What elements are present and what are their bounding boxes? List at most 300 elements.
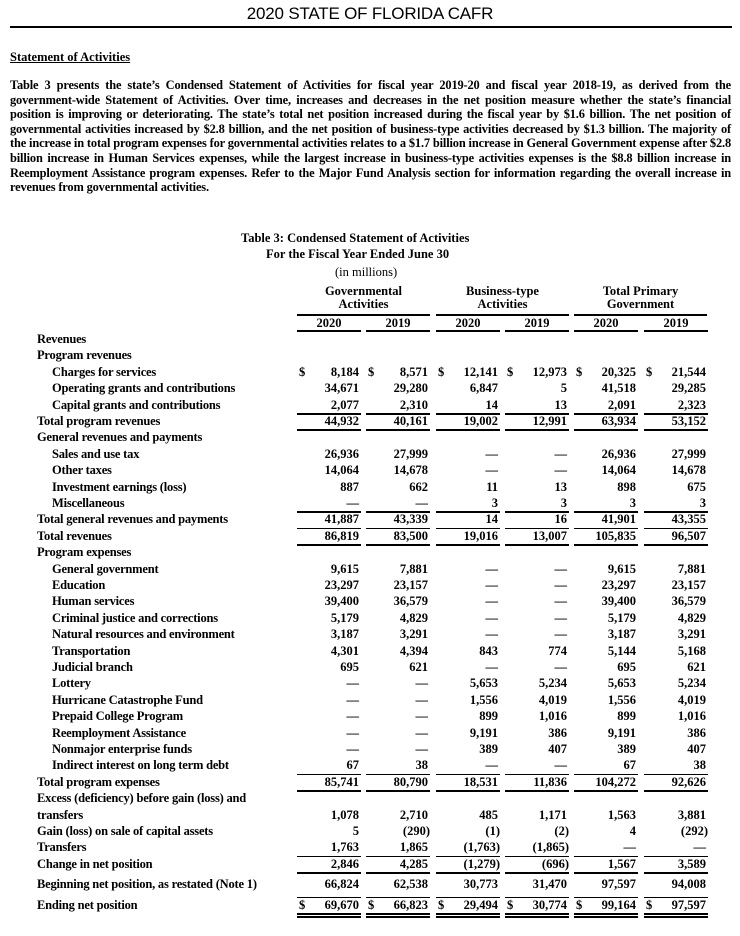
cell-number: 38	[693, 758, 706, 773]
cell-number: 26,936	[601, 446, 636, 461]
cell-value	[505, 414, 569, 429]
cell-number: 3,881	[677, 807, 706, 822]
cell-number: 9,615	[607, 561, 636, 576]
cell-value	[574, 611, 638, 626]
cell-value	[297, 644, 361, 659]
cell-value	[436, 758, 500, 773]
cell-value	[436, 898, 500, 913]
cell-value	[436, 594, 500, 609]
dollar-sign: $	[576, 364, 583, 379]
row-label: Prepaid College Program	[52, 709, 184, 724]
cell-value	[574, 627, 638, 642]
double-total-rule	[436, 916, 500, 918]
table-row	[0, 414, 740, 430]
cell-value	[505, 840, 569, 855]
cell-value	[574, 857, 638, 872]
column-group-header	[297, 285, 430, 311]
cell-value	[297, 463, 361, 478]
cell-value	[366, 840, 430, 855]
cell-value	[436, 644, 500, 659]
cell-number: 4,829	[399, 610, 428, 625]
cell-value	[644, 808, 708, 823]
cell-number: 1,556	[469, 692, 498, 707]
cell-number: —	[415, 725, 428, 740]
cell-number: 2,091	[607, 397, 636, 412]
cell-value	[644, 627, 708, 642]
cell-number: 2,710	[399, 807, 428, 822]
cell-number: 63,934	[601, 414, 636, 428]
row-label: transfers	[37, 807, 84, 822]
header-rule	[10, 26, 732, 28]
cell-number: 18,531	[463, 774, 498, 789]
cell-number: 695	[617, 660, 636, 674]
cell-value	[436, 857, 500, 872]
cell-value	[297, 512, 361, 527]
cell-number: —	[554, 463, 567, 478]
cell-value	[297, 857, 361, 872]
cell-value	[505, 447, 569, 462]
double-total-rule	[505, 916, 569, 918]
cell-number: 34,671	[324, 381, 359, 396]
row-label: Transfers	[37, 840, 87, 855]
cell-value	[644, 824, 708, 839]
cell-number: 899	[617, 709, 636, 724]
cell-value	[436, 447, 500, 462]
cell-number: 3,291	[399, 627, 428, 642]
cell-value	[644, 562, 708, 577]
cell-value	[366, 627, 430, 642]
table-row	[0, 348, 740, 364]
cell-number: 3,589	[677, 856, 706, 871]
cell-value	[574, 365, 638, 380]
cell-number: 13	[554, 397, 567, 412]
row-label: Gain (loss) on sale of capital assets	[37, 824, 213, 838]
table-row	[0, 480, 740, 496]
cell-value	[366, 414, 430, 429]
table-row	[0, 611, 740, 627]
cell-value	[436, 627, 500, 642]
cell-number: 1,016	[677, 709, 706, 724]
cell-value	[644, 447, 708, 462]
cell-value	[366, 857, 430, 872]
cell-number: 389	[479, 742, 498, 756]
table-row	[0, 775, 740, 791]
cell-value	[574, 480, 638, 495]
cell-number: 41,901	[601, 512, 636, 527]
cell-number: 23,157	[393, 578, 428, 592]
cell-number: 67	[623, 758, 636, 773]
cell-number: (1,865)	[532, 840, 569, 855]
cell-number: 14,064	[601, 463, 636, 478]
cell-number: 66,823	[393, 897, 428, 912]
cell-value	[297, 562, 361, 577]
year-header: 2020	[455, 316, 481, 330]
cell-value	[505, 857, 569, 872]
row-label: General government	[52, 561, 159, 576]
cell-number: 92,626	[671, 774, 706, 789]
cell-number: 21,544	[671, 364, 706, 379]
row-label: Program expenses	[37, 545, 132, 560]
cell-number: 96,507	[671, 528, 706, 543]
cell-number: —	[554, 660, 567, 674]
dollar-sign: $	[646, 897, 653, 912]
row-label: Total program revenues	[37, 414, 161, 428]
cell-value	[574, 644, 638, 659]
cell-value	[644, 644, 708, 659]
row-label: Education	[52, 578, 106, 592]
dollar-sign: $	[507, 897, 514, 912]
table-row	[0, 857, 740, 873]
cell-value	[505, 512, 569, 527]
table-row	[0, 824, 740, 840]
cell-number: 23,157	[671, 578, 706, 592]
cell-number: 66,824	[324, 877, 359, 892]
cell-value	[436, 463, 500, 478]
cell-value	[644, 857, 708, 872]
row-label: Revenues	[37, 332, 87, 346]
row-label: Operating grants and contributions	[52, 381, 236, 396]
cell-number: (696)	[541, 856, 569, 871]
cell-value	[297, 578, 361, 593]
cell-number: —	[346, 709, 359, 724]
cell-value	[366, 644, 430, 659]
table-row	[0, 644, 740, 660]
cell-number: 1,563	[607, 807, 636, 822]
table-row	[0, 791, 740, 807]
cell-number: —	[346, 725, 359, 740]
dollar-sign: $	[299, 364, 306, 379]
cell-number: 85,741	[324, 774, 359, 789]
cell-value	[644, 480, 708, 495]
cell-number: —	[485, 758, 498, 773]
cell-number: 621	[687, 660, 706, 674]
row-label: Total revenues	[37, 528, 112, 543]
row-label: Hurricane Catastrophe Fund	[52, 692, 203, 707]
cell-value	[366, 877, 430, 892]
cell-number: 39,400	[601, 594, 636, 609]
cell-number: 5,653	[469, 676, 498, 691]
cell-number: 19,002	[463, 414, 498, 428]
cell-value	[644, 840, 708, 855]
cell-number: —	[415, 676, 428, 691]
cell-number: 99,164	[601, 897, 636, 912]
cell-number: —	[346, 676, 359, 691]
cell-value	[505, 480, 569, 495]
cell-number: 4,394	[399, 643, 428, 658]
cell-number: 5	[352, 824, 359, 838]
cell-number: (1)	[485, 824, 500, 838]
dollar-sign: $	[576, 897, 583, 912]
cell-value	[366, 578, 430, 593]
cell-number: —	[554, 758, 567, 773]
cell-number: 1,171	[538, 807, 567, 822]
cell-value	[505, 644, 569, 659]
cell-number: 3	[629, 496, 636, 510]
cell-value	[644, 512, 708, 527]
cell-value	[436, 398, 500, 413]
column-group-line1: Governmental	[324, 284, 403, 298]
column-group-header	[574, 285, 707, 311]
table-row	[0, 726, 740, 742]
cell-value	[644, 594, 708, 609]
table-row	[0, 578, 740, 594]
cell-number: 3,187	[607, 627, 636, 642]
cell-number: 6,847	[469, 381, 498, 396]
cell-number: 104,272	[595, 774, 636, 789]
cell-number: 38	[415, 758, 428, 773]
cell-value	[505, 463, 569, 478]
cell-number: 53,152	[671, 414, 706, 428]
cell-value	[297, 877, 361, 892]
table-row	[0, 758, 740, 774]
cell-number: 27,999	[393, 446, 428, 461]
cell-value	[436, 693, 500, 708]
table-row	[0, 447, 740, 463]
table-row	[0, 562, 740, 578]
table-row	[0, 808, 740, 824]
cell-number: 407	[687, 742, 706, 756]
cell-value	[644, 877, 708, 892]
table-row	[0, 594, 740, 610]
cell-value	[644, 709, 708, 724]
cell-value	[505, 398, 569, 413]
cell-value	[436, 611, 500, 626]
row-label: Sales and use tax	[52, 446, 140, 461]
column-group-line2: Government	[606, 297, 675, 311]
cell-number: 26,936	[324, 446, 359, 461]
cell-value	[297, 742, 361, 757]
cell-value	[436, 726, 500, 741]
cell-number: 5,234	[538, 676, 567, 691]
row-label: Beginning net position, as restated (Note 1)	[37, 877, 257, 892]
cell-value	[574, 398, 638, 413]
cell-value	[644, 676, 708, 691]
cell-value	[366, 496, 430, 511]
cell-value	[366, 775, 430, 790]
cell-value	[436, 840, 500, 855]
cell-value	[574, 660, 638, 675]
cell-number: —	[415, 496, 428, 510]
cell-number: 14	[485, 397, 498, 412]
cell-value	[574, 877, 638, 892]
cell-number: —	[693, 840, 706, 855]
cell-value	[505, 742, 569, 757]
cell-number: 23,297	[324, 578, 359, 592]
cell-number: 41,518	[601, 381, 636, 396]
cell-value	[574, 594, 638, 609]
cell-value	[366, 594, 430, 609]
cell-number: 386	[548, 725, 567, 740]
cell-number: 4	[629, 824, 636, 838]
cell-number: 2,310	[399, 397, 428, 412]
cell-value	[366, 709, 430, 724]
cell-number: —	[623, 840, 636, 855]
cell-value	[297, 824, 361, 839]
cell-number: 1,078	[330, 807, 359, 822]
cell-number: 29,494	[463, 897, 498, 912]
cell-number: 1,865	[399, 840, 428, 855]
cell-value	[644, 775, 708, 790]
cell-value	[574, 726, 638, 741]
cell-value	[297, 758, 361, 773]
cell-number: 1,763	[330, 840, 359, 855]
cell-value	[366, 611, 430, 626]
cell-number: 1,556	[607, 692, 636, 707]
cell-number: 19,016	[463, 528, 498, 543]
cell-value	[366, 726, 430, 741]
cell-value	[574, 463, 638, 478]
cell-value	[366, 693, 430, 708]
cell-number: 7,881	[399, 561, 428, 576]
cell-value	[644, 365, 708, 380]
row-label: Criminal justice and corrections	[52, 610, 218, 625]
cell-number: 774	[548, 643, 567, 658]
row-label: Indirect interest on long term debt	[52, 758, 229, 773]
cell-value	[297, 447, 361, 462]
cell-number: —	[554, 627, 567, 642]
cell-number: 5,144	[607, 643, 636, 658]
cell-number: 662	[409, 479, 428, 494]
cell-value	[436, 824, 500, 839]
table-row	[0, 463, 740, 479]
cell-number: 80,790	[393, 774, 428, 789]
cell-value	[436, 808, 500, 823]
cell-number: 9,615	[330, 561, 359, 576]
dollar-sign: $	[438, 364, 445, 379]
cell-value	[574, 496, 638, 511]
cell-number: 97,597	[601, 877, 636, 892]
cell-value	[297, 898, 361, 913]
table-title: Table 3: Condensed Statement of Activities	[241, 231, 470, 245]
cell-number: 94,008	[671, 877, 706, 892]
cell-value	[505, 381, 569, 396]
cell-number: —	[485, 463, 498, 478]
cell-value	[644, 758, 708, 773]
cell-value	[366, 898, 430, 913]
cell-number: 1,016	[538, 709, 567, 724]
cell-value	[297, 627, 361, 642]
cell-number: 3	[560, 496, 567, 510]
table-row	[0, 381, 740, 397]
table-row	[0, 512, 740, 528]
cell-value	[366, 365, 430, 380]
cell-number: 43,339	[393, 512, 428, 527]
year-header: 2020	[316, 316, 342, 330]
cell-number: 105,835	[595, 528, 636, 543]
cell-number: 7,881	[677, 561, 706, 576]
cell-number: 14,678	[671, 463, 706, 478]
row-label: Ending net position	[37, 897, 138, 912]
table-row	[0, 430, 740, 446]
row-label: Change in net position	[37, 856, 153, 871]
cell-number: 29,285	[671, 381, 706, 396]
cell-value	[505, 562, 569, 577]
cell-value	[505, 726, 569, 741]
cell-number: —	[485, 446, 498, 461]
cell-value	[644, 496, 708, 511]
cell-number: 898	[617, 479, 636, 494]
cell-number: 62,538	[393, 877, 428, 892]
double-total-rule	[297, 916, 361, 918]
cell-number: —	[485, 627, 498, 642]
cell-number: 14	[485, 512, 498, 527]
row-label: Judicial branch	[52, 660, 133, 674]
table-row	[0, 742, 740, 758]
cell-value	[297, 496, 361, 511]
column-group-line1: Business-type	[466, 284, 539, 298]
cell-value	[297, 676, 361, 691]
row-label: Program revenues	[37, 348, 132, 363]
table-row	[0, 545, 740, 561]
cell-value	[644, 463, 708, 478]
cell-number: (1,763)	[463, 840, 500, 855]
cell-number: 8,571	[399, 364, 428, 379]
cell-number: —	[554, 594, 567, 609]
cell-number: 44,932	[324, 414, 359, 428]
cell-number: 16	[554, 512, 567, 527]
cell-number: 11,836	[533, 774, 567, 789]
row-label: Natural resources and environment	[52, 627, 235, 642]
cell-number: —	[415, 709, 428, 724]
cell-number: 4,301	[330, 643, 359, 658]
cell-value	[574, 676, 638, 691]
row-label: Charges for services	[52, 364, 157, 379]
cell-number: 39,400	[324, 594, 359, 609]
cell-number: 1,567	[607, 856, 636, 871]
cell-value	[366, 824, 430, 839]
cell-number: (292)	[680, 824, 708, 838]
row-label: Transportation	[52, 643, 131, 658]
cell-value	[297, 381, 361, 396]
cell-number: 67	[346, 758, 359, 773]
cell-value	[574, 562, 638, 577]
row-label: General revenues and payments	[37, 430, 203, 445]
cell-value	[436, 414, 500, 429]
cell-number: 12,991	[532, 414, 567, 428]
cell-number: 8,184	[330, 364, 359, 379]
cell-value	[366, 562, 430, 577]
cell-value	[366, 676, 430, 691]
cell-value	[436, 676, 500, 691]
table-row	[0, 627, 740, 643]
year-header: 2020	[593, 316, 619, 330]
dollar-sign: $	[299, 897, 306, 912]
cell-value	[366, 381, 430, 396]
cell-number: 13,007	[532, 528, 567, 543]
cell-number: 9,191	[607, 725, 636, 740]
cell-value	[505, 496, 569, 511]
cell-value	[366, 660, 430, 675]
cell-number: —	[415, 742, 428, 756]
cell-value	[644, 611, 708, 626]
cell-value	[574, 709, 638, 724]
cell-value	[436, 496, 500, 511]
cell-number: 83,500	[393, 528, 428, 543]
cell-number: 5,179	[330, 610, 359, 625]
cell-number: —	[485, 594, 498, 609]
year-header: 2019	[663, 316, 689, 330]
page-header: 2020 STATE OF FLORIDA CAFR	[246, 4, 494, 23]
cell-number: 5,179	[607, 610, 636, 625]
cell-value	[505, 898, 569, 913]
table-row	[0, 693, 740, 709]
row-label: Excess (deficiency) before gain (loss) and	[37, 791, 247, 806]
dollar-sign: $	[646, 364, 653, 379]
cell-value	[297, 660, 361, 675]
cell-number: 12,973	[532, 364, 567, 379]
cell-value	[644, 398, 708, 413]
row-label: Lottery	[52, 676, 91, 691]
